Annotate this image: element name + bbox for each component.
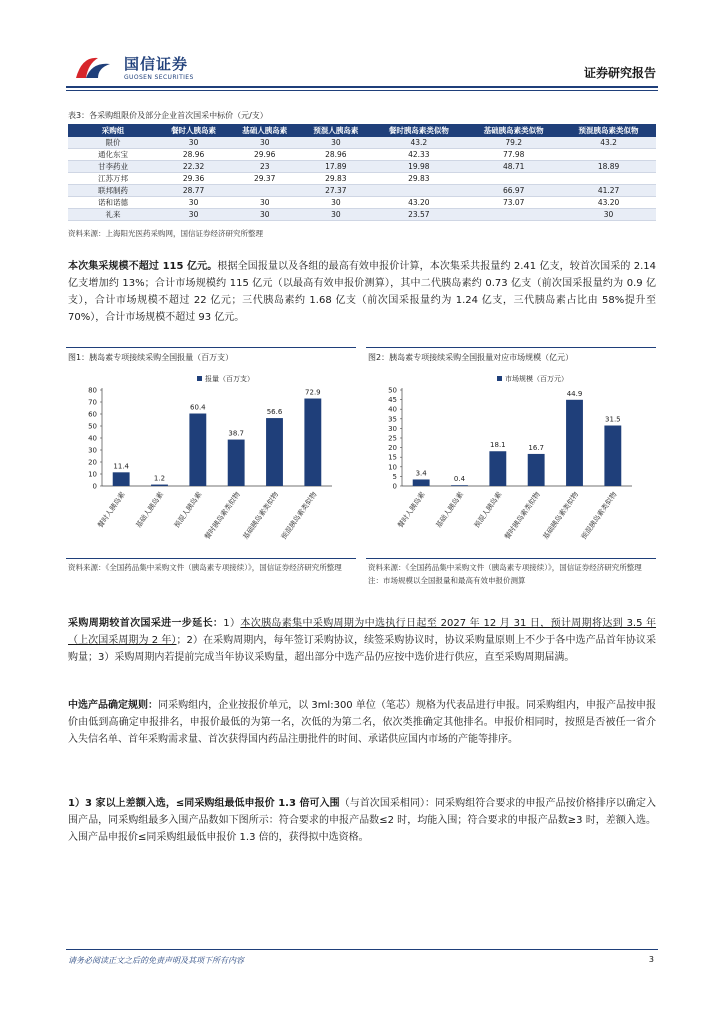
logo-name-cn: 国信证券: [124, 55, 189, 73]
table-header-cell: 餐时人胰岛素: [158, 124, 229, 137]
chart2-value-label: 18.1: [490, 441, 506, 450]
paragraph-selection: [68, 795, 656, 846]
table-row-label: 通化东宝: [68, 149, 158, 161]
table-cell: 43.20: [371, 197, 466, 209]
chart2-ytick-label: 10: [388, 463, 397, 472]
chart2-category-label: 基础人胰岛素: [434, 490, 466, 530]
chart2-value-label: 44.9: [566, 389, 583, 398]
chart1-ytick-label: 0: [92, 482, 97, 491]
chart2-ytick-label: 5: [392, 472, 397, 481]
page-number: 3: [648, 955, 654, 964]
table-row: [68, 185, 656, 197]
table-header-cell: 预混胰岛素类似物: [561, 124, 656, 137]
chart2-legend-label: 市场规模（百万元）: [505, 375, 568, 383]
table-cell: 41.27: [561, 185, 656, 197]
header-divider-thin: [66, 90, 658, 91]
chart1-bar: [228, 440, 245, 486]
paragraph-period-a: 1）: [223, 618, 241, 629]
table-cell: 30: [229, 137, 300, 149]
chart1-bar: [113, 472, 130, 486]
chart2-ytick-label: 0: [392, 482, 397, 491]
table-cell: 29.83: [371, 173, 466, 185]
chart1-ytick-label: 40: [88, 434, 97, 443]
table-cell: 23: [229, 161, 300, 173]
chart1-source: 资料来源：《全国药品集中采购文件（胰岛素专项接续）》，国信证券经济研究所整理: [68, 563, 342, 572]
table-row-label: 江苏万邦: [68, 173, 158, 185]
table-cell: 30: [229, 209, 300, 221]
table-row-label: 甘李药业: [68, 161, 158, 173]
chart1-bar: [151, 485, 168, 486]
table-row-label: 限价: [68, 137, 158, 149]
paragraph-period-lead: 采购周期较首次国采进一步延长：: [68, 618, 224, 629]
table-cell: 28.96: [300, 149, 371, 161]
chart1-bar: [266, 418, 283, 486]
chart2-bar: [566, 400, 583, 486]
paragraph-period-underline: 本次胰岛素集中采购周期为中选执行日起至 2027 年 12 月 31 日，预计周期将达到 3.5 年（上次国采周期为 2 年）: [68, 618, 657, 646]
table-cell: 22.32: [158, 161, 229, 173]
chart1-category-label: 预混胰岛素类似物: [279, 490, 319, 542]
chart1-ytick-label: 80: [88, 386, 97, 395]
chart1-category-label: 餐时人胰岛素: [96, 490, 127, 530]
table-row: [68, 161, 656, 173]
chart1-ytick-label: 70: [88, 398, 97, 407]
table-row: [68, 173, 656, 185]
chart2-category-label: 基础胰岛素类似物: [541, 490, 581, 542]
paragraph-scale-lead: 本次集采规模不超过 115 亿元。: [68, 261, 218, 272]
table-cell: 30: [158, 197, 229, 209]
table-cell: 30: [300, 137, 371, 149]
chart1-title: 图1：胰岛素专项接续采购全国报量（百万支）: [68, 353, 234, 362]
paragraph-rules-lead: 中选产品确定规则：: [68, 700, 159, 711]
chart1-category-label: 餐时胰岛素类似物: [203, 490, 242, 542]
table-cell: 29.96: [229, 149, 300, 161]
chart1-value-label: 72.9: [305, 388, 321, 397]
table-cell: 30: [300, 209, 371, 221]
table-header-cell: 基础胰岛素类似物: [466, 124, 561, 137]
chart1-ytick-label: 50: [88, 422, 97, 431]
footer-disclaimer: 请务必阅读正文之后的免责声明及其项下所有内容: [68, 956, 244, 965]
chart2-value-label: 31.5: [605, 415, 621, 424]
chart1-value-label: 56.6: [266, 408, 283, 417]
chart2-title: 图2：胰岛素专项接续采购全国报量对应市场规模（亿元）: [368, 353, 574, 362]
table-header-cell: 采购组: [68, 124, 158, 137]
table-cell: [561, 173, 656, 185]
chart2-ytick-label: 40: [388, 405, 397, 414]
chart1-value-label: 11.4: [113, 462, 129, 471]
chart2-ytick-label: 15: [388, 453, 397, 462]
table-cell: 30: [300, 197, 371, 209]
table-header-cell: 餐时胰岛素类似物: [371, 124, 466, 137]
chart1-value-label: 60.4: [190, 403, 206, 412]
chart2-value-label: 3.4: [415, 469, 427, 478]
chart1-value-label: 1.2: [153, 474, 166, 483]
table-header-row: [68, 124, 656, 137]
chart2-bar: [604, 426, 621, 486]
table-cell: 79.2: [466, 137, 561, 149]
chart2-category-label: 餐时胰岛素类似物: [503, 490, 542, 542]
table-cell: 48.71: [466, 161, 561, 173]
table-header-cell: 预混人胰岛素: [300, 124, 371, 137]
paragraph-period-b: ；2）在采购周期内，每年签订采购协议，续签采购协议时，协议采购量原则上不少于各中选产品首年协议采购量；3）采购周期内若提前完成当年协议采购量，超出部分中选产品仍应按中选价进行供应，直至采购周期届满。: [68, 635, 656, 663]
table-cell: 27.37: [300, 185, 371, 197]
table-cell: 29.83: [300, 173, 371, 185]
chart2-value-label: 0.4: [453, 475, 466, 484]
table-cell: 30: [229, 197, 300, 209]
table-cell: 30: [158, 137, 229, 149]
table-cell: 23.57: [371, 209, 466, 221]
chart2-ytick-label: 50: [388, 386, 397, 395]
table-cell: 43.2: [371, 137, 466, 149]
table-cell: [466, 209, 561, 221]
chart1-category-label: 基础人胰岛素: [134, 490, 166, 530]
chart2-ytick-label: 20: [388, 444, 397, 453]
chart1-legend-label: 报量（百万支）: [205, 375, 254, 383]
table-cell: [229, 185, 300, 197]
paragraph-rules-body: 同采购组内，企业按报价单元，以 3ml:300 单位（笔芯）规格为代表品进行申报。同采购组内，申报产品按申报价由低到高确定申报排名，申报价最低的为第一名，次低的为第二名，依次类推确定其他排名。申报价相同时，按照是否被任一省介入失信名单、首年采购需求量、首次获得国内药品注册批件的时间、承诺供应国内市场的产能等排序。: [68, 700, 657, 745]
table-row: [68, 149, 656, 161]
footer-divider: [66, 949, 658, 950]
table-cell: 42.33: [371, 149, 466, 161]
table-cell: 17.89: [300, 161, 371, 173]
chart1-category-label: 基础胰岛素类似物: [241, 490, 281, 542]
chart1-ytick-label: 60: [88, 410, 97, 419]
header-divider: [66, 86, 658, 88]
chart1-value-label: 38.7: [228, 429, 244, 438]
price-table: [68, 124, 656, 221]
table-cell: 28.77: [158, 185, 229, 197]
paragraph-scale: [68, 258, 656, 326]
guosen-logo-icon: [72, 52, 116, 82]
table-cell: 30: [158, 209, 229, 221]
paragraph-selection-lead: 1）3 家以上差额入选，≤同采购组最低申报价 1.3 倍可入围: [68, 798, 340, 809]
table-header-cell: 基础人胰岛素: [229, 124, 300, 137]
table-cell: 30: [561, 209, 656, 221]
table3-caption: 表3：各采购组限价及部分企业首次国采中标价（元/支）: [68, 111, 268, 120]
paragraph-period: [68, 615, 656, 666]
chart2-ytick-label: 25: [388, 434, 397, 443]
chart2-ytick-label: 45: [388, 396, 397, 405]
chart2-plot: [366, 366, 656, 556]
table-cell: 73.07: [466, 197, 561, 209]
table-row: [68, 137, 656, 149]
table-cell: 43.20: [561, 197, 656, 209]
table-cell: [561, 149, 656, 161]
chart2-bar: [413, 479, 430, 486]
paragraph-selection-body: （与首次国采相同）：同采购组符合要求的申报产品按价格排序以确定入围产品，同采购组最多入围产品数如下图所示：符合要求的申报产品数≤2 时，均能入围；符合要求的申报产品数≥3 时，差额入选。入围产品申报价≤同采购组最低申报价 1.3 倍的，获得拟中选资格。: [68, 798, 656, 843]
table-cell: 77.98: [466, 149, 561, 161]
chart2-box: [366, 347, 656, 559]
table-cell: 29.36: [158, 173, 229, 185]
table3-source: 资料来源：上海阳光医药采购网，国信证券经济研究所整理: [68, 229, 263, 238]
table-cell: 66.97: [466, 185, 561, 197]
chart1-bar: [304, 399, 321, 486]
chart2-legend-swatch: [497, 376, 502, 381]
table-row: [68, 209, 656, 221]
chart2-bar: [451, 485, 468, 486]
chart2-ytick-label: 35: [388, 415, 397, 424]
table-cell: [466, 173, 561, 185]
chart2-category-label: 预混人胰岛素: [472, 490, 504, 530]
chart2-category-label: 餐时人胰岛素: [396, 490, 427, 530]
paragraph-rules: [68, 697, 656, 748]
paragraph-scale-body: 根据全国报量以及各组的最高有效申报价计算，本次集采共报量约 2.41 亿支，较首次国采的 2.14 亿支增加约 13%；合计市场规模约 115 亿元（以最高有效申报价测算），其中二代胰岛素约 0.73 亿支（前次国采报量约为 0.9 亿支），合计市场规模不超过 22 亿元；三代胰岛素约 1.68 亿支（前次国采报量约为 1.24 亿支，三代胰岛素占比由 58%提升至 70%），合计市场规模不超过 93 亿元。: [68, 261, 656, 323]
chart2-source: 资料来源：《全国药品集中采购文件（胰岛素专项接续）》，国信证券经济研究所整理 注：市场规模以全国报量和最高有效申报价测算: [368, 563, 642, 585]
table-row-label: 诺和诺德: [68, 197, 158, 209]
table-cell: 19.98: [371, 161, 466, 173]
chart1-legend-swatch: [197, 376, 202, 381]
chart1-bar: [189, 414, 206, 486]
chart2-bar: [528, 454, 545, 486]
table-cell: 29.37: [229, 173, 300, 185]
chart1-box: [66, 347, 356, 559]
chart2-category-label: 预混胰岛素类似物: [579, 490, 619, 542]
chart2-value-label: 16.7: [528, 443, 544, 452]
chart1-ytick-label: 10: [88, 470, 97, 479]
table-cell: [371, 185, 466, 197]
table-cell: 28.96: [158, 149, 229, 161]
chart2-bar: [489, 451, 506, 486]
table-row-label: 礼来: [68, 209, 158, 221]
logo-name-en: GUOSEN SECURITIES: [124, 74, 194, 81]
chart1-ytick-label: 20: [88, 458, 97, 467]
chart1-category-label: 预混人胰岛素: [172, 490, 204, 530]
chart1-plot: [66, 366, 356, 556]
chart2-ytick-label: 30: [388, 424, 397, 433]
table-cell: 18.89: [561, 161, 656, 173]
chart1-ytick-label: 30: [88, 446, 97, 455]
report-type: 证券研究报告: [583, 66, 656, 80]
table-row-label: 联邦制药: [68, 185, 158, 197]
table-row: [68, 197, 656, 209]
table-cell: 43.2: [561, 137, 656, 149]
